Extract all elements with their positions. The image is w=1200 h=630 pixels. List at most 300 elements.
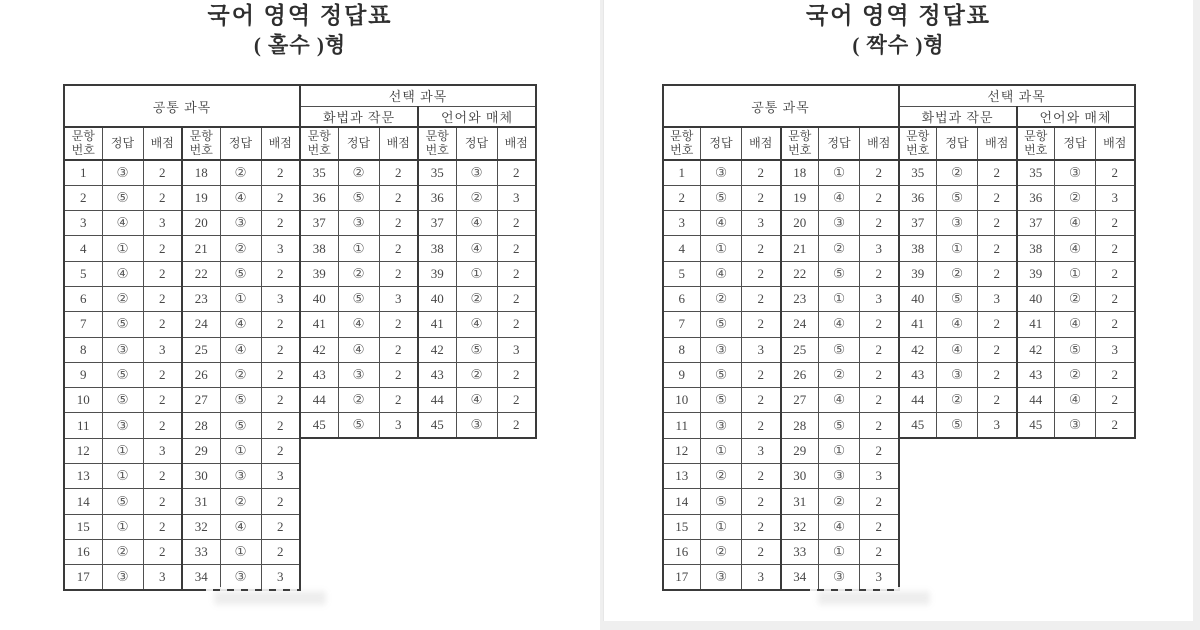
question-number-cell: 28	[182, 413, 220, 438]
points-cell: 2	[978, 388, 1017, 413]
answer-cell: ②	[220, 236, 261, 261]
question-number-cell: 45	[418, 413, 456, 438]
question-number-cell: 21	[781, 236, 819, 261]
answer-cell: ②	[819, 236, 860, 261]
answer-cell: ①	[102, 438, 143, 463]
table-row	[64, 236, 536, 261]
question-number-cell: 36	[300, 185, 338, 210]
points-cell: 2	[143, 312, 182, 337]
answer-cell: ④	[701, 211, 742, 236]
answer-cell: ⑤	[937, 185, 978, 210]
language-media-header: 언어와 매체	[1017, 106, 1135, 127]
question-number-cell: 11	[663, 413, 701, 438]
question-number-cell: 35	[418, 160, 456, 185]
answer-cell: ①	[937, 236, 978, 261]
question-number-cell: 34	[781, 565, 819, 590]
elective-subjects-header: 선택 과목	[300, 85, 536, 106]
question-number-cell: 8	[663, 337, 701, 362]
answer-cell: ⑤	[102, 312, 143, 337]
answer-cell: ②	[220, 489, 261, 514]
empty-elective-region	[300, 489, 536, 514]
answer-cell: ⑤	[220, 388, 261, 413]
answer-cell: ②	[701, 539, 742, 564]
table-row	[663, 261, 1135, 286]
question-number-cell: 38	[300, 236, 338, 261]
question-number-cell: 21	[182, 236, 220, 261]
answer-cell: ④	[1055, 236, 1096, 261]
points-cell: 2	[860, 413, 899, 438]
question-number-column-header	[781, 127, 819, 160]
points-cell: 2	[261, 514, 300, 539]
speech-writing-header: 화법과 작문	[300, 106, 418, 127]
question-header-line1: 문항	[189, 129, 213, 144]
question-number-cell: 37	[1017, 211, 1055, 236]
points-cell: 2	[860, 312, 899, 337]
answer-cell: ③	[1055, 160, 1096, 185]
question-number-cell: 42	[418, 337, 456, 362]
answer-column-header: 정답	[819, 127, 860, 160]
table-row	[663, 362, 1135, 387]
question-number-cell: 44	[1017, 388, 1055, 413]
answer-cell: ②	[937, 388, 978, 413]
table-row	[663, 286, 1135, 311]
question-number-cell: 26	[182, 362, 220, 387]
page-title: 국어 영역 정답표	[207, 3, 393, 28]
question-number-column-header	[182, 127, 220, 160]
question-number-cell: 19	[781, 185, 819, 210]
question-number-cell: 14	[663, 489, 701, 514]
points-cell: 3	[143, 565, 182, 590]
points-cell: 2	[742, 286, 781, 311]
question-number-column-header	[1017, 127, 1055, 160]
answer-cell: ②	[338, 388, 379, 413]
question-number-cell: 7	[663, 312, 701, 337]
answer-column-header: 정답	[456, 127, 497, 160]
question-number-cell: 5	[663, 261, 701, 286]
points-cell: 2	[379, 337, 418, 362]
question-number-cell: 41	[300, 312, 338, 337]
question-number-cell: 26	[781, 362, 819, 387]
table-row	[64, 362, 536, 387]
page-title: 국어 영역 정답표	[805, 3, 992, 28]
points-cell: 2	[497, 211, 536, 236]
empty-elective-region	[300, 565, 536, 590]
answer-cell: ⑤	[701, 489, 742, 514]
points-cell: 2	[1096, 388, 1135, 413]
points-cell: 2	[1096, 236, 1135, 261]
answer-table-even-form	[662, 84, 1136, 591]
question-number-cell: 32	[182, 514, 220, 539]
answer-cell: ⑤	[701, 185, 742, 210]
title-block	[604, 2, 1193, 58]
points-cell: 3	[261, 286, 300, 311]
language-media-header: 언어와 매체	[418, 106, 536, 127]
table-row	[663, 413, 1135, 438]
question-number-cell: 17	[663, 565, 701, 590]
empty-elective-region	[899, 489, 1135, 514]
points-cell: 2	[860, 185, 899, 210]
answer-cell: ⑤	[701, 362, 742, 387]
answer-cell: ①	[220, 286, 261, 311]
question-number-cell: 27	[781, 388, 819, 413]
points-cell: 2	[379, 388, 418, 413]
answer-cell: ⑤	[338, 413, 379, 438]
table-row	[663, 185, 1135, 210]
answer-cell: ④	[456, 388, 497, 413]
empty-elective-region	[899, 539, 1135, 564]
points-cell: 2	[742, 185, 781, 210]
answer-cell: ⑤	[102, 489, 143, 514]
question-number-cell: 9	[663, 362, 701, 387]
answer-cell: ②	[456, 286, 497, 311]
points-cell: 2	[261, 211, 300, 236]
empty-elective-region	[300, 514, 536, 539]
answer-cell: ①	[102, 514, 143, 539]
answer-cell: ①	[819, 286, 860, 311]
points-cell: 2	[860, 362, 899, 387]
question-number-cell: 45	[1017, 413, 1055, 438]
answer-cell: ③	[102, 337, 143, 362]
points-cell: 2	[742, 312, 781, 337]
answer-cell: ④	[456, 211, 497, 236]
answer-cell: ④	[220, 337, 261, 362]
empty-elective-region	[899, 514, 1135, 539]
question-number-cell: 1	[663, 160, 701, 185]
points-cell: 2	[497, 388, 536, 413]
answer-cell: ②	[456, 362, 497, 387]
question-header-line1: 문항	[670, 129, 694, 144]
points-cell: 2	[742, 362, 781, 387]
points-cell: 2	[261, 539, 300, 564]
answer-cell: ②	[220, 362, 261, 387]
question-header-line2: 번호	[71, 142, 95, 157]
answer-cell: ②	[456, 185, 497, 210]
question-number-column-header	[663, 127, 701, 160]
question-number-cell: 4	[663, 236, 701, 261]
question-number-cell: 10	[663, 388, 701, 413]
answer-column-header: 정답	[338, 127, 379, 160]
question-number-cell: 44	[300, 388, 338, 413]
points-cell: 2	[1096, 211, 1135, 236]
answer-cell: ⑤	[819, 337, 860, 362]
question-header-line2: 번호	[425, 142, 449, 157]
answer-cell: ③	[102, 565, 143, 590]
question-header-line1: 문항	[307, 129, 331, 144]
question-number-cell: 44	[899, 388, 937, 413]
question-number-cell: 38	[418, 236, 456, 261]
question-number-cell: 4	[64, 236, 102, 261]
question-header-line1: 문항	[1024, 129, 1048, 144]
question-header-line2: 번호	[906, 142, 930, 157]
points-cell: 2	[261, 489, 300, 514]
points-cell: 2	[379, 160, 418, 185]
answer-cell: ③	[456, 160, 497, 185]
question-number-cell: 37	[418, 211, 456, 236]
answer-cell: ①	[819, 160, 860, 185]
question-number-cell: 41	[418, 312, 456, 337]
title-block	[0, 2, 600, 58]
question-number-cell: 18	[781, 160, 819, 185]
points-column-header: 배점	[261, 127, 300, 160]
points-cell: 3	[143, 337, 182, 362]
scan-artifact	[214, 591, 326, 605]
table-row	[64, 489, 536, 514]
points-cell: 2	[261, 185, 300, 210]
points-cell: 2	[379, 236, 418, 261]
table-row	[64, 211, 536, 236]
form-subtitle: ( 짝수 )형	[852, 32, 945, 57]
points-cell: 2	[379, 362, 418, 387]
points-cell: 2	[143, 362, 182, 387]
answer-cell: ③	[1055, 413, 1096, 438]
answer-cell: ①	[338, 236, 379, 261]
question-number-cell: 12	[663, 438, 701, 463]
question-number-cell: 29	[781, 438, 819, 463]
points-cell: 2	[742, 539, 781, 564]
answer-cell: ④	[819, 185, 860, 210]
answer-cell: ②	[338, 261, 379, 286]
question-number-cell: 41	[1017, 312, 1055, 337]
points-column-header: 배점	[742, 127, 781, 160]
question-number-cell: 17	[64, 565, 102, 590]
points-cell: 2	[497, 362, 536, 387]
points-column-header: 배점	[143, 127, 182, 160]
points-cell: 3	[978, 286, 1017, 311]
question-number-cell: 34	[182, 565, 220, 590]
question-number-cell: 25	[781, 337, 819, 362]
question-header-line1: 문항	[425, 129, 449, 144]
question-number-cell: 3	[663, 211, 701, 236]
points-cell: 3	[1096, 185, 1135, 210]
answer-cell: ②	[701, 464, 742, 489]
answer-cell: ④	[937, 337, 978, 362]
points-cell: 2	[860, 489, 899, 514]
question-number-cell: 29	[182, 438, 220, 463]
answer-cell: ①	[701, 514, 742, 539]
points-cell: 3	[497, 337, 536, 362]
points-column-header: 배점	[1096, 127, 1135, 160]
points-cell: 2	[497, 160, 536, 185]
answer-cell: ③	[701, 160, 742, 185]
question-number-cell: 14	[64, 489, 102, 514]
answer-table-odd-form	[63, 84, 537, 591]
points-column-header: 배점	[860, 127, 899, 160]
points-cell: 2	[379, 211, 418, 236]
points-cell: 3	[261, 236, 300, 261]
points-cell: 2	[261, 438, 300, 463]
answer-cell: ③	[338, 211, 379, 236]
answer-column-header: 정답	[220, 127, 261, 160]
answer-column-header: 정답	[1055, 127, 1096, 160]
answer-column-header: 정답	[937, 127, 978, 160]
answer-cell: ⑤	[1055, 337, 1096, 362]
answer-cell: ④	[819, 312, 860, 337]
points-cell: 3	[742, 337, 781, 362]
points-cell: 2	[978, 160, 1017, 185]
answer-cell: ②	[819, 489, 860, 514]
answer-cell: ⑤	[701, 312, 742, 337]
points-cell: 2	[143, 388, 182, 413]
question-number-cell: 35	[1017, 160, 1055, 185]
answer-cell: ④	[338, 337, 379, 362]
points-cell: 2	[742, 236, 781, 261]
points-cell: 2	[143, 514, 182, 539]
empty-elective-region	[899, 438, 1135, 463]
table-row	[64, 464, 536, 489]
question-header-line2: 번호	[788, 142, 812, 157]
question-number-cell: 28	[781, 413, 819, 438]
question-number-cell: 32	[781, 514, 819, 539]
question-number-cell: 40	[300, 286, 338, 311]
points-cell: 3	[860, 236, 899, 261]
question-number-cell: 39	[899, 261, 937, 286]
question-number-cell: 18	[182, 160, 220, 185]
table-zone	[0, 84, 600, 591]
common-subjects-header: 공통 과목	[663, 85, 899, 127]
points-cell: 3	[261, 464, 300, 489]
points-cell: 2	[1096, 261, 1135, 286]
table-row	[663, 236, 1135, 261]
answer-cell: ③	[819, 211, 860, 236]
answer-cell: ①	[220, 539, 261, 564]
points-cell: 2	[143, 261, 182, 286]
answer-cell: ③	[220, 211, 261, 236]
points-cell: 3	[860, 565, 899, 590]
points-cell: 2	[143, 464, 182, 489]
points-cell: 3	[742, 438, 781, 463]
points-cell: 2	[143, 160, 182, 185]
table-row	[663, 464, 1135, 489]
answer-cell: ③	[701, 337, 742, 362]
question-number-cell: 43	[418, 362, 456, 387]
points-cell: 3	[742, 211, 781, 236]
points-cell: 2	[742, 413, 781, 438]
table-row	[64, 312, 536, 337]
answer-cell: ④	[220, 514, 261, 539]
answer-cell: ⑤	[220, 413, 261, 438]
table-row	[64, 160, 536, 185]
question-number-cell: 11	[64, 413, 102, 438]
answer-cell: ⑤	[819, 413, 860, 438]
question-number-cell: 10	[64, 388, 102, 413]
table-row	[663, 539, 1135, 564]
answer-cell: ③	[102, 160, 143, 185]
answer-cell: ①	[220, 438, 261, 463]
answer-cell: ①	[819, 539, 860, 564]
answer-cell: ④	[102, 211, 143, 236]
points-cell: 2	[143, 236, 182, 261]
answer-cell: ②	[220, 160, 261, 185]
answer-cell: ②	[102, 286, 143, 311]
points-cell: 2	[261, 160, 300, 185]
points-cell: 2	[1096, 286, 1135, 311]
points-cell: 2	[978, 312, 1017, 337]
question-number-cell: 43	[300, 362, 338, 387]
question-number-cell: 40	[418, 286, 456, 311]
answer-column-header: 정답	[102, 127, 143, 160]
answer-cell: ⑤	[701, 388, 742, 413]
table-row	[663, 160, 1135, 185]
question-number-cell: 43	[899, 362, 937, 387]
question-header-line2: 번호	[670, 142, 694, 157]
question-number-cell: 23	[182, 286, 220, 311]
question-number-column-header	[899, 127, 937, 160]
points-cell: 3	[860, 464, 899, 489]
question-number-cell: 39	[418, 261, 456, 286]
points-cell: 2	[261, 312, 300, 337]
answer-cell: ①	[102, 464, 143, 489]
question-number-cell: 30	[781, 464, 819, 489]
points-column-header: 배점	[497, 127, 536, 160]
question-header-line2: 번호	[189, 142, 213, 157]
question-number-cell: 39	[300, 261, 338, 286]
points-cell: 2	[379, 312, 418, 337]
points-cell: 2	[860, 337, 899, 362]
points-cell: 2	[742, 514, 781, 539]
question-number-cell: 16	[663, 539, 701, 564]
table-row	[64, 286, 536, 311]
answer-cell: ④	[456, 312, 497, 337]
answer-cell: ①	[456, 261, 497, 286]
question-number-cell: 42	[1017, 337, 1055, 362]
answer-cell: ⑤	[102, 362, 143, 387]
points-cell: 2	[860, 261, 899, 286]
points-cell: 2	[1096, 362, 1135, 387]
question-number-column-header	[64, 127, 102, 160]
answer-cell: ③	[701, 413, 742, 438]
table-row	[663, 514, 1135, 539]
question-number-cell: 19	[182, 185, 220, 210]
table-row	[663, 211, 1135, 236]
points-cell: 2	[860, 211, 899, 236]
question-number-cell: 40	[1017, 286, 1055, 311]
question-number-cell: 38	[899, 236, 937, 261]
empty-elective-region	[300, 438, 536, 463]
points-cell: 2	[1096, 413, 1135, 438]
question-number-cell: 27	[182, 388, 220, 413]
question-number-cell: 42	[899, 337, 937, 362]
question-header-line1: 문항	[906, 129, 930, 144]
answer-cell: ④	[456, 236, 497, 261]
answer-cell: ②	[819, 362, 860, 387]
table-row	[663, 489, 1135, 514]
answer-cell: ②	[102, 539, 143, 564]
question-number-cell: 40	[899, 286, 937, 311]
answer-cell: ②	[338, 160, 379, 185]
answer-cell: ①	[819, 438, 860, 463]
question-number-cell: 43	[1017, 362, 1055, 387]
points-cell: 2	[261, 337, 300, 362]
question-number-cell: 13	[663, 464, 701, 489]
answer-cell: ③	[220, 464, 261, 489]
answer-cell: ②	[1055, 286, 1096, 311]
question-number-cell: 35	[899, 160, 937, 185]
answer-cell: ⑤	[937, 286, 978, 311]
points-cell: 2	[497, 312, 536, 337]
points-cell: 3	[497, 185, 536, 210]
question-number-cell: 6	[663, 286, 701, 311]
points-cell: 3	[379, 286, 418, 311]
answer-cell: ④	[937, 312, 978, 337]
question-number-cell: 37	[899, 211, 937, 236]
common-subjects-header: 공통 과목	[64, 85, 300, 127]
question-number-cell: 22	[182, 261, 220, 286]
points-cell: 2	[978, 236, 1017, 261]
answer-cell: ④	[701, 261, 742, 286]
points-cell: 2	[978, 261, 1017, 286]
question-number-column-header	[418, 127, 456, 160]
points-cell: 3	[1096, 337, 1135, 362]
